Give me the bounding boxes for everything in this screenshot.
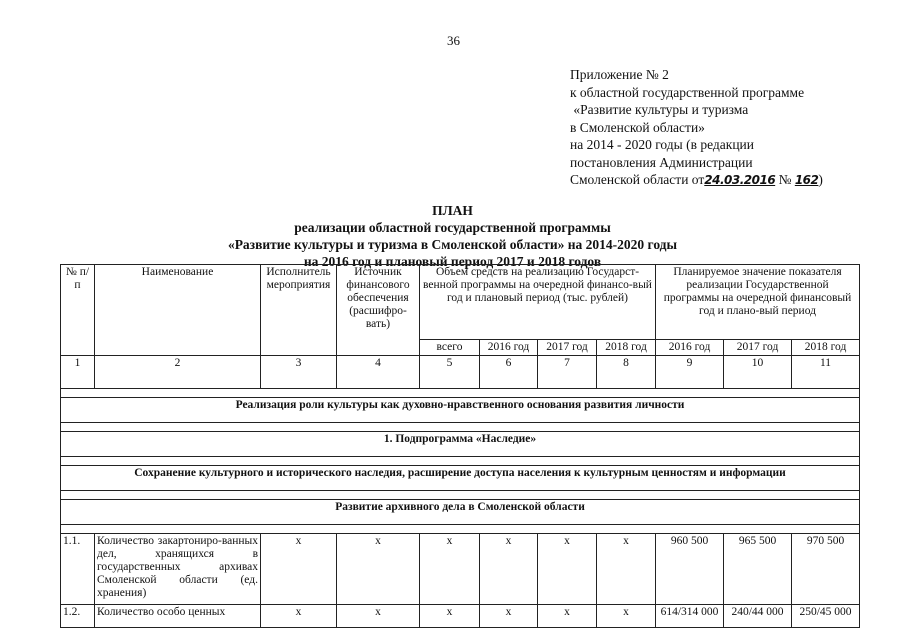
title-line-2: «Развитие культуры и туризма в Смоленской области» на 2014-2020 годы [227,237,678,252]
column-number: 9 [656,356,724,389]
spacer-row [61,525,860,534]
column-number: 5 [420,356,480,389]
row-2016: х [480,534,538,605]
row-num: 1.2. [61,605,95,628]
header-executor: Исполнитель мероприятия [261,265,337,356]
spacer-row [61,457,860,466]
column-number: 6 [480,356,538,389]
plan-table [60,264,860,628]
row-indicator-2017: 240/44 000 [724,605,792,628]
header-funds-total: всего [420,340,480,356]
appendix-line: Приложение № 2 [570,67,669,82]
title-heading: ПЛАН [432,203,473,218]
table-row [61,534,860,605]
handwritten-date: 24.03.2016 [704,173,776,187]
header-indicator-2016: 2016 год [656,340,724,356]
appendix-note [570,66,870,190]
column-number: 3 [261,356,337,389]
row-num: 1.1. [61,534,95,605]
row-name: Количество закартониро-ванных дел, хранящихся в государственных архивах Смоленской области (ед. хранения) [95,534,261,605]
section-subprogram: 1. Подпрограмма «Наследие» [61,432,860,457]
row-indicator-2016: 614/314 000 [656,605,724,628]
column-number-row [61,356,860,389]
row-indicator-2018: 970 500 [792,534,860,605]
header-name: Наименование [95,265,261,356]
row-executor: х [261,605,337,628]
closing-paren: ) [818,172,823,187]
section-row [61,500,860,525]
row-indicator-2018: 250/45 000 [792,605,860,628]
header-indicator-2018: 2018 год [792,340,860,356]
section-goal: Реализация роли культуры как духовно-нравственного основания развития личности [61,398,860,423]
section-row [61,466,860,491]
row-2018: х [597,605,656,628]
section-activity: Развитие архивного дела в Смоленской области [61,500,860,525]
header-funds: Объем средств на реализацию Государст-венной программы на очередной финансо-вый год и плановый период (тыс. рублей) [420,265,656,340]
appendix-line: в Смоленской области» [570,119,705,135]
column-number: 8 [597,356,656,389]
section-row [61,432,860,457]
title-line-1: реализации областной государственной программы [294,220,611,235]
document-title [60,202,845,270]
row-2018: х [597,534,656,605]
table-row [61,605,860,628]
page-number: 36 [447,33,460,48]
column-number: 11 [792,356,860,389]
plan-table-wrapper [60,264,860,628]
column-number: 10 [724,356,792,389]
appendix-last-line [570,171,870,190]
appendix-line: на 2014 - 2020 годы (в редакции [570,137,754,152]
number-sign: № [778,172,792,187]
row-source: х [337,605,420,628]
header-indicator-2017: 2017 год [724,340,792,356]
header-funds-2017: 2017 год [538,340,597,356]
column-number: 7 [538,356,597,389]
section-row [61,398,860,423]
spacer-row [61,423,860,432]
spacer-row [61,389,860,398]
row-2017: х [538,605,597,628]
appendix-line: постановления Администрации [570,154,753,170]
row-2017: х [538,534,597,605]
appendix-line: «Развитие культуры и туризма [570,102,749,117]
header-row [61,265,860,340]
row-indicator-2016: 960 500 [656,534,724,605]
appendix-line: к областной государственной программе [570,84,805,100]
row-total: х [420,534,480,605]
header-source: Источник финансового обеспечения (расшифро-вать) [337,265,420,356]
handwritten-number: 162 [794,173,819,187]
row-name: Количество особо ценных [95,605,261,628]
header-num: № п/п [61,265,95,356]
header-funds-2016: 2016 год [480,340,538,356]
row-executor: х [261,534,337,605]
spacer-row [61,491,860,500]
row-indicator-2017: 965 500 [724,534,792,605]
column-number: 2 [95,356,261,389]
title-line-3: на 2016 год и плановый период 2017 и 2018 годов [303,254,602,269]
header-funds-2018: 2018 год [597,340,656,356]
appendix-line-prefix: Смоленской области от [570,172,705,187]
column-number: 1 [61,356,95,389]
row-2016: х [480,605,538,628]
row-total: х [420,605,480,628]
column-number: 4 [337,356,420,389]
row-source: х [337,534,420,605]
header-indicator: Планируемое значение показателя реализации Государственной программы на очередной финансовый год и плано-вый период [656,265,860,340]
section-task: Сохранение культурного и исторического наследия, расширение доступа населения к культурным ценностям и информации [61,466,860,491]
